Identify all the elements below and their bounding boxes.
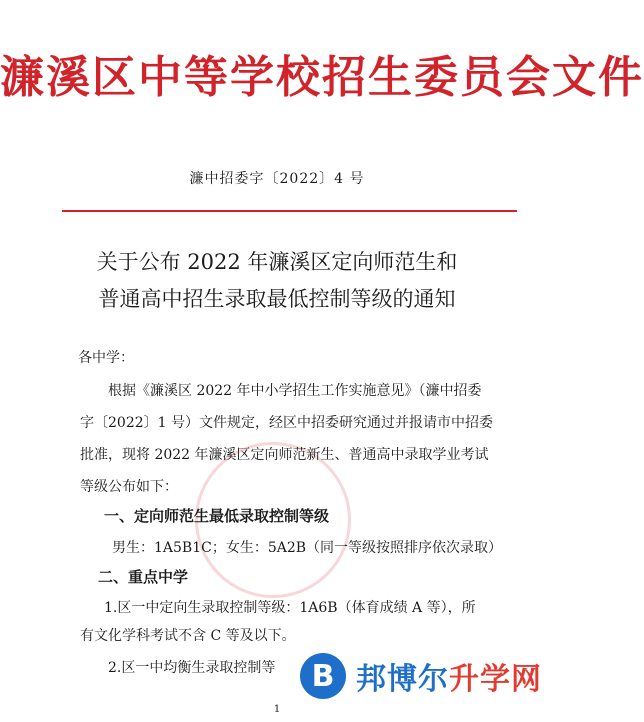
item-1-line-2: 有文化学科考试不含 C 等及以下。: [80, 628, 296, 644]
site-watermark: [300, 646, 550, 706]
watermark-logo-icon: B: [300, 653, 346, 699]
watermark-text-1: 邦博尔: [356, 662, 449, 697]
item-2-line-1: 2.区一中均衡生录取控制等: [108, 660, 276, 676]
watermark-text-2: 升学网: [449, 662, 542, 697]
paragraph-line: 根据《濂溪区 2022 年中小学招生工作实施意见》（濂中招委: [108, 383, 482, 399]
notice-title-line-2: 普通高中招生录取最低控制等级的通知: [98, 287, 456, 311]
page-number: 1: [273, 704, 281, 715]
item-1-line-1: 1.区一中定向生录取控制等级：1A6B（体育成绩 A 等），所: [104, 600, 476, 616]
section-1-content: 男生：1A5B1C；女生：5A2B（同一等级按照排序依次录取）: [112, 540, 503, 556]
paragraph-line: 字〔2022〕1 号）文件规定，经区中招委研究通过并报请市中招委: [80, 415, 493, 431]
red-divider-line: [62, 210, 517, 212]
section-heading-1: 一、定向师范生最低录取控制等级: [104, 507, 330, 525]
document-number: 濂中招委字〔2022〕4 号: [189, 171, 365, 187]
paragraph-line: 批准，现将 2022 年濂溪区定向师范新生、普通高中录取学业考试: [80, 447, 489, 463]
notice-title-line-1: 关于公布 2022 年濂溪区定向师范生和: [96, 250, 458, 274]
salutation: 各中学：: [78, 350, 134, 366]
issuing-authority-header: 濂溪区中等学校招生委员会文件: [0, 52, 644, 103]
section-heading-2: 二、重点中学: [98, 568, 189, 586]
paragraph-line: 等级公布如下：: [80, 479, 178, 495]
